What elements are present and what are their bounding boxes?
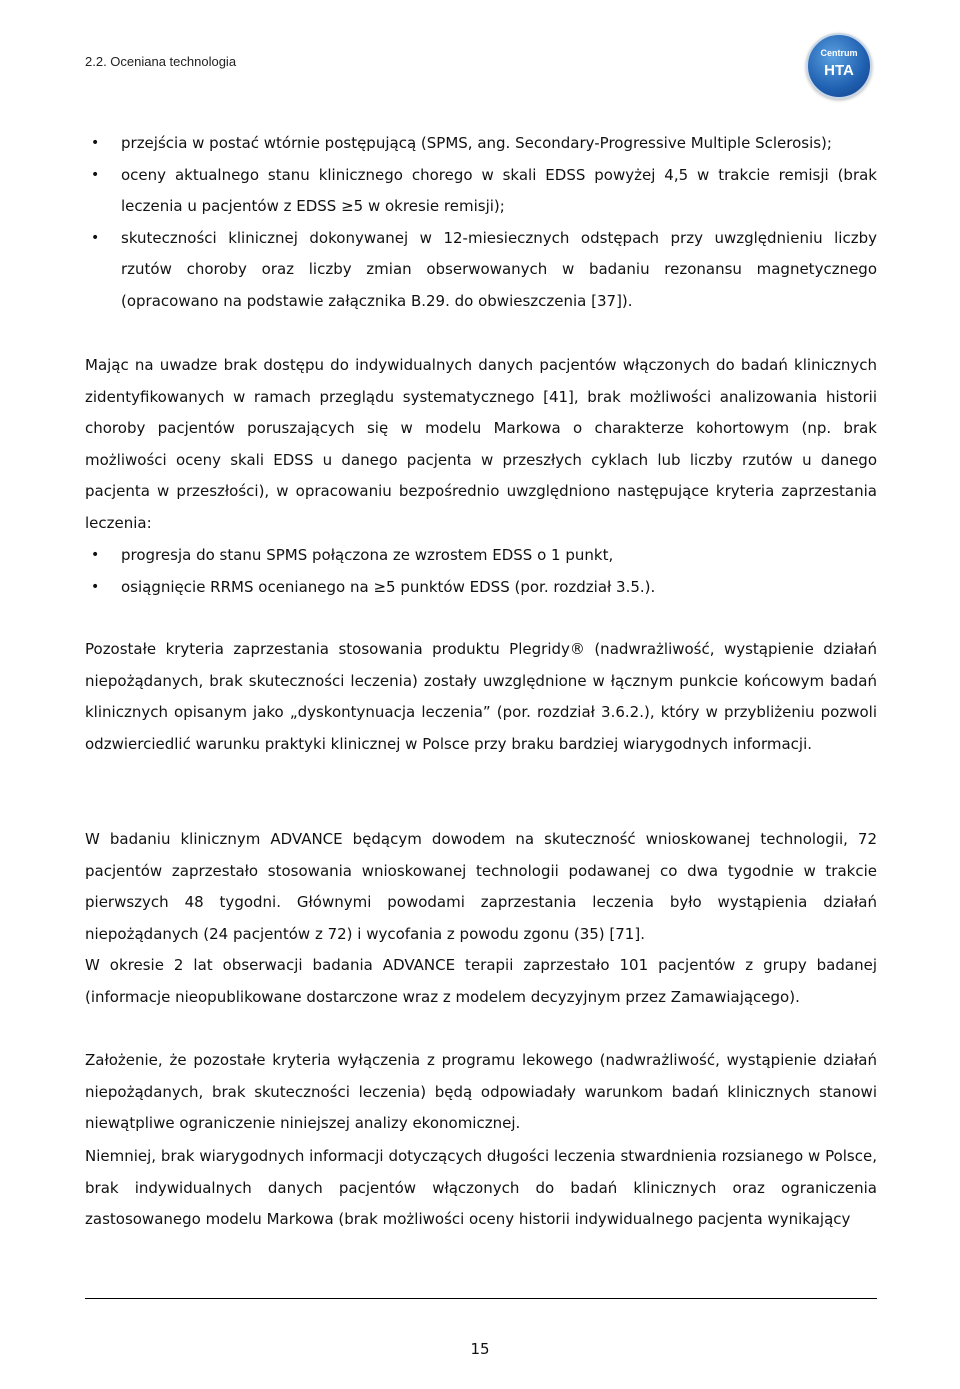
bullet-list-1 bbox=[85, 128, 877, 317]
bullet-icon: • bbox=[91, 135, 100, 151]
paragraph: Mając na uwadze brak dostępu do indywidualnych danych pacjentów włączonych do badań klinicznych zidentyfikowanych w ramach przeglądu systematycznego [41], brak możliwości analizowania historii choroby pacjentów poruszających się w modelu Markowa o charakterze kohortowym (np. brak możliwości oceny skali EDSS u danego pacjenta w przeszłych cyklach lub liczby rzutów u danego pacjenta w przeszłości), w opracowaniu bezpośrednio uwzględniono następujące kryteria zaprzestania leczenia: bbox=[85, 356, 877, 532]
paragraph: W badaniu klinicznym ADVANCE będącym dowodem na skuteczność wnioskowanej technologii, 72 pacjentów zaprzestało stosowania wnioskowanej technologii podawanej co dwa tygodnie w trakcie pierwszych 48 tygodni. Głównymi powodami zaprzestania leczenia było wystąpienia działań niepożądanych (24 pacjentów z 72) i wycofania z powodu zgonu (35) [71]. bbox=[85, 830, 877, 943]
page-number: 15 bbox=[470, 1340, 490, 1358]
paragraph: Założenie, że pozostałe kryteria wyłączenia z programu lekowego (nadwrażliwość, wystąpienie działań niepożądanych, brak skuteczności leczenia) będą odpowiadały warunkom badań klinicznych stanowi niewątpliwe ograniczenie niniejszej analizy ekonomicznej. bbox=[85, 1051, 877, 1132]
paragraph-2-block bbox=[85, 634, 877, 760]
bullet-list-2 bbox=[85, 540, 877, 603]
list-item: • skuteczności klinicznej dokonywanej w 12-miesiecznych odstępach przy uwzględnieniu liczby rzutów choroby oraz liczby zmian obserwowanych w badaniu rezonansu magnetycznego (opracowano na podstawie załącznika B.29. do obwieszczenia [37]). bbox=[85, 223, 877, 318]
page-header-title: 2.2. Oceniana technologia bbox=[85, 54, 237, 69]
bullet-icon: • bbox=[91, 229, 100, 246]
list-item: • przejścia w postać wtórnie postępującą (SPMS, ang. Secondary-Progressive Multiple Sclerosis); bbox=[85, 128, 877, 160]
bullet-icon: • bbox=[91, 547, 100, 563]
logo-bottom-text: HTA bbox=[824, 62, 854, 79]
paragraph-6-block bbox=[85, 1141, 877, 1236]
list-item: • osiągnięcie RRMS ocenianego na ≥5 punktów EDSS (por. rozdział 3.5.). bbox=[85, 572, 877, 604]
paragraph: W okresie 2 lat obserwacji badania ADVANCE terapii zaprzestało 101 pacjentów z grupy badanej (informacje nieopublikowane dostarczone wraz z modelem decyzyjnym przez Zamawiającego). bbox=[85, 956, 877, 1006]
paragraph-1-block bbox=[85, 350, 877, 539]
centrum-hta-logo bbox=[806, 33, 872, 99]
logo-top-text: Centrum bbox=[820, 48, 858, 58]
list-item: • progresja do stanu SPMS połączona ze wzrostem EDSS o 1 punkt, bbox=[85, 540, 877, 572]
paragraph-5-block bbox=[85, 1045, 877, 1140]
bullet-icon: • bbox=[91, 166, 100, 183]
paragraph-4-block bbox=[85, 950, 877, 1013]
footer-divider bbox=[85, 1298, 877, 1299]
paragraph-3-block bbox=[85, 824, 877, 950]
list-item: • oceny aktualnego stanu klinicznego chorego w skali EDSS powyżej 4,5 w trakcie remisji (brak leczenia u pacjentów z EDSS ≥5 w okresie remisji); bbox=[85, 160, 877, 223]
paragraph: Niemniej, brak wiarygodnych informacji dotyczących długości leczenia stwardnienia rozsianego w Polsce, brak indywidualnych danych pacjentów włączonych do badań klinicznych oraz ograniczenia zastosowanego modelu Markowa (brak możliwości oceny historii indywidualnego pacjenta wynikający bbox=[85, 1147, 877, 1228]
paragraph: Pozostałe kryteria zaprzestania stosowania produktu Plegridy® (nadwrażliwość, wystąpienie działań niepożądanych, brak skuteczności leczenia) zostały uwzględnione w łącznym punkcie końcowym badań klinicznych opisanym jako „dyskontynuacja leczenia” (por. rozdział 3.6.2.), który w przybliżeniu pozwoli odzwierciedlić warunku praktyki klinicznej w Polsce przy braku bardziej wiarygodnych informacji. bbox=[85, 640, 877, 753]
bullet-icon: • bbox=[91, 578, 100, 595]
